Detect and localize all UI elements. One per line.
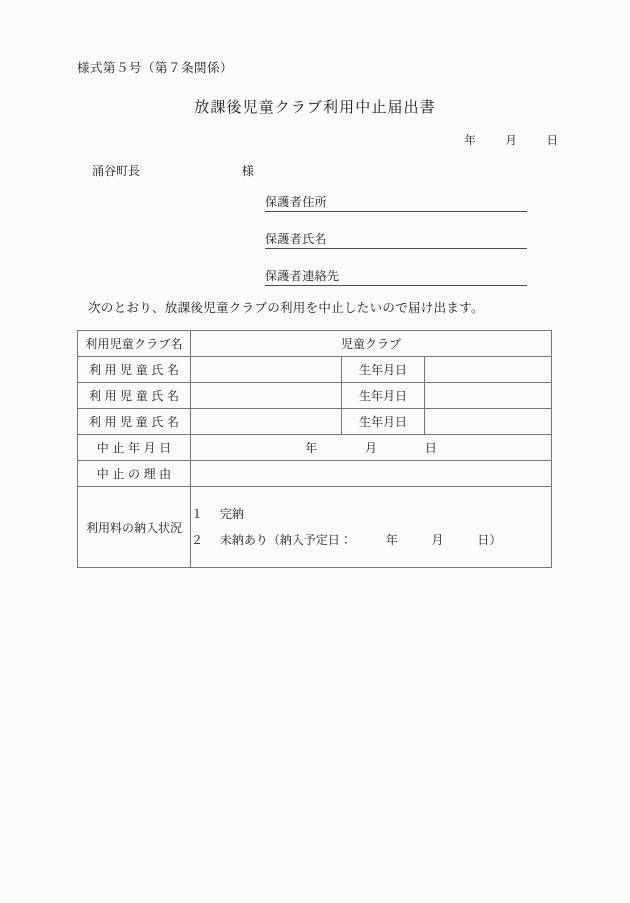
- cancel-reason-label: 中止の理由: [78, 461, 191, 487]
- cancel-reason-input[interactable]: [191, 461, 552, 487]
- payment-option-paid-label: 完納: [219, 507, 244, 521]
- cancel-date-month-label: 月: [365, 441, 378, 455]
- addressee-honorific: 様: [241, 164, 254, 178]
- cancel-date-year-label: 年: [305, 441, 318, 455]
- payment-option-unpaid-number: ２: [191, 533, 204, 547]
- club-name-value[interactable]: 児童クラブ: [191, 331, 552, 357]
- child-name-input-3[interactable]: [191, 409, 342, 435]
- payment-options: [191, 487, 552, 568]
- dob-label-2: 生年月日: [342, 383, 425, 409]
- guardian-address-row: [265, 192, 527, 212]
- date-year-label: 年: [464, 133, 476, 147]
- guardian-name-label: 保護者氏名: [265, 232, 328, 246]
- payment-sched-month-label: 月: [431, 533, 444, 547]
- guardian-contact-row: [265, 266, 527, 286]
- dob-input-2[interactable]: [425, 383, 552, 409]
- form-number: 様式第５号（第７条関係）: [77, 60, 234, 75]
- dob-label-1: 生年月日: [342, 357, 425, 383]
- child-name-input-1[interactable]: [191, 357, 342, 383]
- table-row-cancel-date: [78, 435, 552, 461]
- child-name-label-3: 利用児童氏名: [78, 409, 191, 435]
- table-row: [78, 383, 552, 409]
- dob-label-3: 生年月日: [342, 409, 425, 435]
- cancel-date-label: 中止年月日: [78, 435, 191, 461]
- cancel-date-day-label: 日: [424, 441, 437, 455]
- guardian-fields: [265, 192, 527, 303]
- dob-input-1[interactable]: [425, 357, 552, 383]
- table-row-payment-status: [78, 487, 552, 568]
- table-row: [78, 357, 552, 383]
- table-row-club-name: [78, 331, 552, 357]
- club-name-label: 利用児童クラブ名: [78, 331, 191, 357]
- payment-status-label: 利用料の納入状況: [78, 487, 191, 568]
- child-name-input-2[interactable]: [191, 383, 342, 409]
- dob-input-3[interactable]: [425, 409, 552, 435]
- child-name-label-2: 利用児童氏名: [78, 383, 191, 409]
- payment-option-paid[interactable]: [191, 508, 551, 520]
- child-name-label-1: 利用児童氏名: [78, 357, 191, 383]
- payment-option-unpaid-label: 未納あり（納入予定日：: [219, 533, 352, 547]
- payment-option-unpaid[interactable]: [191, 534, 551, 546]
- submission-date-line: [464, 132, 558, 148]
- payment-sched-year-label: 年: [385, 533, 398, 547]
- form-table: [77, 330, 552, 568]
- table-row: [78, 409, 552, 435]
- page-title: 放課後児童クラブ利用中止届出書: [194, 98, 436, 116]
- guardian-name-row: [265, 229, 527, 249]
- date-day-label: 日: [546, 133, 558, 147]
- payment-sched-day-label: 日）: [477, 533, 502, 547]
- date-month-label: 月: [505, 133, 517, 147]
- table-row-cancel-reason: [78, 461, 552, 487]
- guardian-contact-label: 保護者連絡先: [265, 269, 340, 283]
- statement-text: 次のとおり、放課後児童クラブの利用を中止したいので届け出ます。: [88, 300, 484, 315]
- addressee-recipient: 涌谷町長: [92, 164, 141, 178]
- guardian-address-label: 保護者住所: [265, 195, 328, 209]
- payment-option-paid-number: １: [191, 507, 204, 521]
- cancel-date-input[interactable]: [191, 435, 552, 461]
- addressee: [92, 162, 254, 179]
